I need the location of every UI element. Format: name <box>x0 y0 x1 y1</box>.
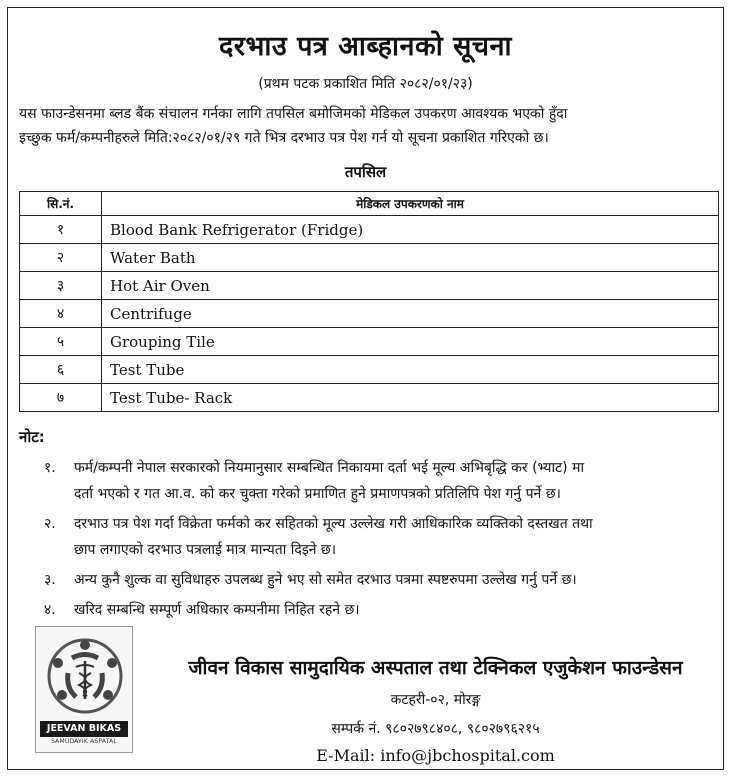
note-item <box>44 567 703 593</box>
note-text <box>74 511 703 563</box>
note-number: १. <box>44 460 56 476</box>
notice-title: दरभाउ पत्र आब्हानको सूचना <box>219 31 512 62</box>
row-equipment: Test Tube- Rack <box>102 384 719 412</box>
organization-name: जीवन विकास सामुदायिक अस्पताल तथा टेक्निकल एजुकेशन फाउन्डेसन <box>188 657 683 679</box>
logo-subtitle: SAMUDAYIK ASPATAL <box>51 738 117 745</box>
note-text <box>74 567 703 593</box>
note-text <box>74 455 703 507</box>
header-serial: सि.नं. <box>20 192 102 216</box>
organization-address: कटहरी-०२, मोरङ्ग <box>390 692 481 708</box>
note-number: ३. <box>44 572 56 588</box>
equipment-table <box>19 191 719 412</box>
notes-list <box>44 455 703 627</box>
note-line: अन्य कुनै शुल्क वा सुविधाहरु उपलब्ध हुने भए सो समेत दरभाउ पत्रमा स्पष्टरुपमा उल्लेख गर्नु पर्ने छ। <box>74 572 577 588</box>
notice-frame <box>7 7 724 770</box>
note-line: छाप लगाएको दरभाउ पत्रलाई मात्र मान्यता दिइने छ। <box>74 542 337 558</box>
row-serial: १ <box>20 216 102 244</box>
row-equipment: Grouping Tile <box>102 328 719 356</box>
note-number: ४. <box>44 602 56 618</box>
note-item <box>44 511 703 563</box>
note-text <box>74 597 703 623</box>
row-serial: ६ <box>20 356 102 384</box>
row-serial: ३ <box>20 272 102 300</box>
row-equipment: Water Bath <box>102 244 719 272</box>
section-heading: तपसिल <box>344 163 387 181</box>
row-equipment: Hot Air Oven <box>102 272 719 300</box>
header-equipment-name: मेडिकल उपकरणको नाम <box>102 192 719 216</box>
note-line: दर्ता भएको र गत आ.व. को कर चुक्ता गरेको प्रमाणित हुने प्रमाणपत्रको प्रतिलिपि पेश गर्नु पर्ने छ। <box>74 486 561 502</box>
table-row <box>20 328 719 356</box>
intro-line: इच्छुक फर्म/कम्पनीहरुले मिति:२०८२/०१/२९ गते भित्र दरभाउ पत्र पेश गर्न यो सूचना प्रकाशित गरिएको छ। <box>19 130 549 146</box>
caduceus-people-icon <box>42 633 128 719</box>
row-serial: ४ <box>20 300 102 328</box>
note-line: दरभाउ पत्र पेश गर्दा विक्रेता फर्मको कर सहितको मूल्य उल्लेख गरी आधिकारिक व्यक्तिको दस्तखत तथा <box>74 516 593 532</box>
table-header-row <box>20 192 719 216</box>
logo-banner-text: JEEVAN BIKAS <box>40 721 128 737</box>
row-equipment: Test Tube <box>102 356 719 384</box>
table-row <box>20 244 719 272</box>
row-equipment: Blood Bank Refrigerator (Fridge) <box>102 216 719 244</box>
publication-date: (प्रथम पटक प्रकाशित मिति २०८२/०१/२३) <box>258 76 473 92</box>
foundation-logo <box>35 626 133 753</box>
note-item <box>44 597 703 623</box>
row-equipment: Centrifuge <box>102 300 719 328</box>
note-number: २. <box>44 516 56 532</box>
table-row <box>20 216 719 244</box>
note-line: फर्म/कम्पनी नेपाल सरकारको नियमानुसार सम्बन्धित निकायमा दर्ता भई मूल्य अभिबृद्धि कर (भ्याट) मा <box>74 460 585 476</box>
row-serial: ७ <box>20 384 102 412</box>
organization-contact: सम्पर्क नं. ९८०२७९८४०८, ९८०२७९६२१५ <box>331 721 540 737</box>
row-serial: २ <box>20 244 102 272</box>
row-serial: ५ <box>20 328 102 356</box>
organization-email: E-Mail: info@jbchospital.com <box>316 746 555 765</box>
notes-label: नोट: <box>19 428 45 446</box>
intro-line: यस फाउन्डेसनमा ब्लड बैंक संचालन गर्नका लागि तपसिल बमोजिमको मेडिकल उपकरण आवश्यक भएको हुँदा <box>19 106 568 122</box>
intro-paragraph <box>19 102 715 150</box>
table-row <box>20 356 719 384</box>
table-row <box>20 384 719 412</box>
note-item <box>44 455 703 507</box>
note-line: खरिद सम्बन्धि सम्पूर्ण अधिकार कम्पनीमा निहित रहने छ। <box>74 602 360 618</box>
table-row <box>20 272 719 300</box>
table-row <box>20 300 719 328</box>
